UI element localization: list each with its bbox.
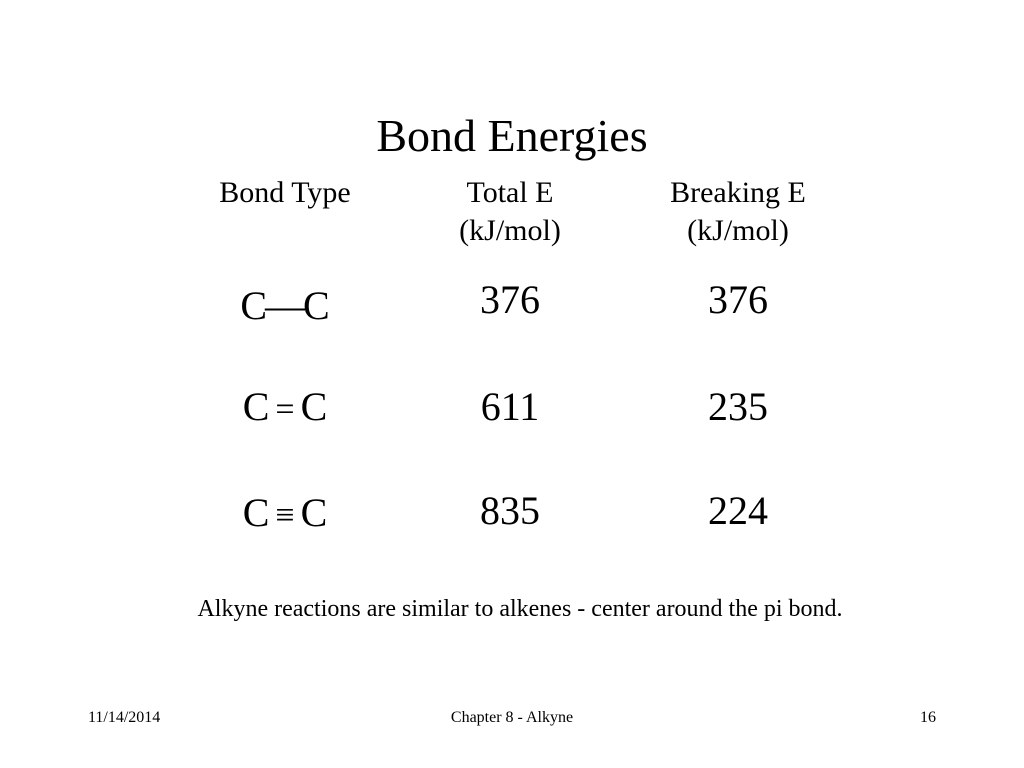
footer-page-number: 16 [920, 709, 936, 726]
bond-double-right-atom: C [300, 384, 328, 429]
header-breaking-energy-label: Breaking E [670, 176, 806, 209]
triple-bond-total-energy: 835 [480, 488, 540, 533]
footer-chapter: Chapter 8 - Alkyne [450, 709, 574, 726]
slide-note: Alkyne reactions are similar to alkenes - center around the pi bond. [197, 596, 843, 622]
double-bond-symbol: = [275, 391, 295, 428]
single-bond-symbol: — [265, 283, 305, 328]
header-total-energy-unit: (kJ/mol) [459, 214, 561, 247]
bond-double-left-atom: C [242, 384, 270, 429]
header-breaking-energy-unit: (kJ/mol) [687, 214, 789, 247]
header-breaking-energy [638, 174, 838, 250]
header-bond-type: Bond Type [219, 176, 351, 209]
bond-double [185, 383, 385, 434]
footer-date: 11/14/2014 [88, 709, 161, 726]
triple-bond-symbol: ≡ [275, 497, 295, 534]
bond-triple-left-atom: C [242, 490, 270, 535]
slide-title: Bond Energies [376, 110, 648, 161]
header-total-energy-label: Total E [466, 176, 554, 209]
double-bond-breaking-energy: 235 [708, 384, 768, 429]
bond-single [185, 282, 385, 330]
triple-bond-breaking-energy: 224 [708, 488, 768, 533]
header-total-energy [410, 174, 610, 250]
bond-single-left-atom: C [240, 283, 267, 328]
bond-triple-right-atom: C [300, 490, 328, 535]
bond-triple [185, 489, 385, 540]
bond-single-right-atom: C [303, 283, 330, 328]
single-bond-breaking-energy: 376 [708, 277, 768, 322]
double-bond-total-energy: 611 [480, 384, 540, 429]
single-bond-total-energy: 376 [480, 277, 540, 322]
